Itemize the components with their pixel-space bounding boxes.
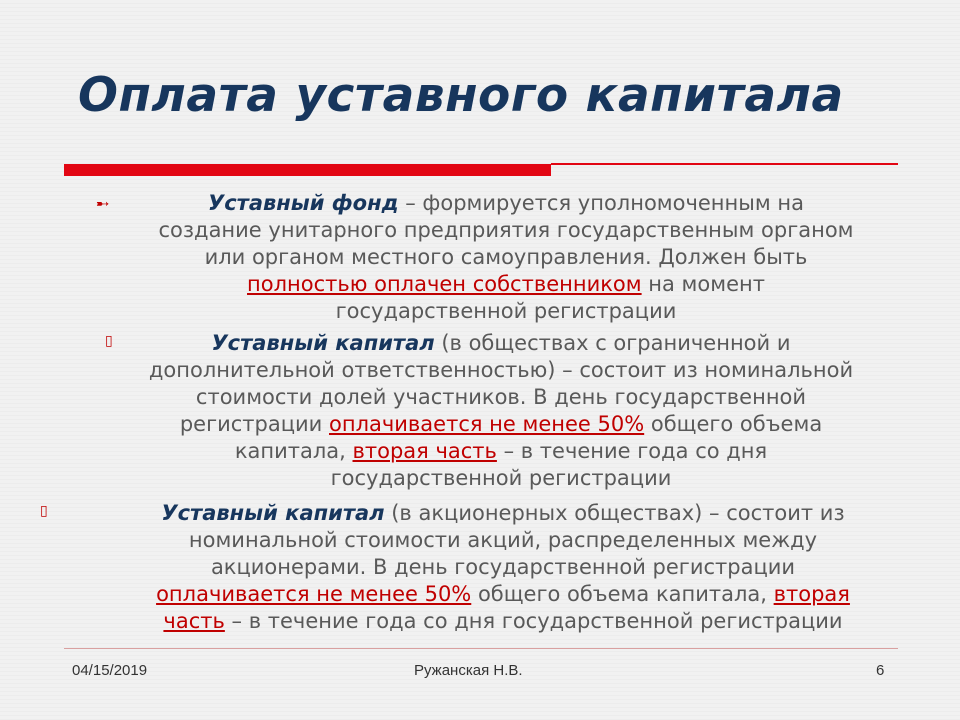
- paragraph-line: [90, 271, 922, 298]
- paragraph-line: [70, 330, 932, 357]
- paragraph-line: [70, 357, 932, 384]
- text-run: (в обществах с ограниченной и: [434, 331, 791, 355]
- title-rule-thick: [64, 164, 551, 176]
- paragraph-line: [90, 217, 922, 244]
- square-bullet-icon: ▯: [105, 333, 113, 349]
- text-run: акционерами. В день государственной регистрации: [210, 555, 796, 579]
- text-run: регистрации: [179, 412, 329, 436]
- text-run: или органом местного самоуправления. Должен быть: [204, 245, 808, 269]
- paragraph-line: [90, 244, 922, 271]
- text-run: общего объема капитала,: [471, 582, 774, 606]
- text-run: капитала,: [234, 439, 353, 463]
- paragraph-ustavny-kapital-ooo: [70, 330, 932, 492]
- paragraph-line: [72, 554, 934, 581]
- title-rule-thin: [551, 163, 898, 165]
- paragraph-line: [70, 438, 932, 465]
- term-label: Уставный капитал: [161, 501, 385, 525]
- text-run: общего объема: [644, 412, 823, 436]
- paragraph-line: [70, 411, 932, 438]
- text-run: создание унитарного предприятия государственным органом: [158, 218, 854, 242]
- term-label: Уставный фонд: [208, 191, 399, 215]
- paragraph-ustavny-kapital-ao: [72, 500, 934, 635]
- highlighted-phrase: оплачивается не менее 50%: [156, 582, 472, 606]
- text-run: стоимости долей участников. В день государственной: [195, 385, 807, 409]
- arrow-bullet-icon: ➸: [96, 194, 110, 213]
- text-run: – в течение года со дня государственной регистрации: [224, 609, 843, 633]
- slide-title: Оплата уставного капитала: [78, 68, 844, 123]
- highlighted-phrase: вторая: [773, 582, 850, 606]
- footer-date: 04/15/2019: [72, 662, 148, 679]
- paragraph-line: [70, 465, 932, 492]
- highlighted-phrase: часть: [163, 609, 225, 633]
- paragraph-line: [72, 608, 934, 635]
- text-run: дополнительной ответственностью) – состоит из номинальной: [148, 358, 854, 382]
- highlighted-phrase: оплачивается не менее 50%: [329, 412, 645, 436]
- paragraph-line: [90, 190, 922, 217]
- footer-divider: [64, 648, 898, 649]
- paragraph-line: [70, 384, 932, 411]
- paragraph-line: [72, 500, 934, 527]
- text-run: – в течение года со дня: [496, 439, 768, 463]
- text-run: государственной регистрации: [335, 299, 677, 323]
- square-bullet-icon: ▯: [40, 503, 48, 519]
- paragraph-ustavny-fond: [90, 190, 922, 325]
- highlighted-phrase: полностью оплачен собственником: [247, 272, 642, 296]
- paragraph-line: [72, 581, 934, 608]
- text-run: на момент: [641, 272, 765, 296]
- paragraph-line: [90, 298, 922, 325]
- text-run: – формируется уполномоченным на: [398, 191, 804, 215]
- term-label: Уставный капитал: [211, 331, 435, 355]
- text-run: (в акционерных обществах) – состоит из: [384, 501, 845, 525]
- footer-author: Ружанская Н.В.: [414, 662, 523, 679]
- highlighted-phrase: вторая часть: [352, 439, 497, 463]
- text-run: номинальной стоимости акций, распределенных между: [188, 528, 818, 552]
- text-run: государственной регистрации: [330, 466, 672, 490]
- paragraph-line: [72, 527, 934, 554]
- footer-page-number: 6: [876, 662, 885, 679]
